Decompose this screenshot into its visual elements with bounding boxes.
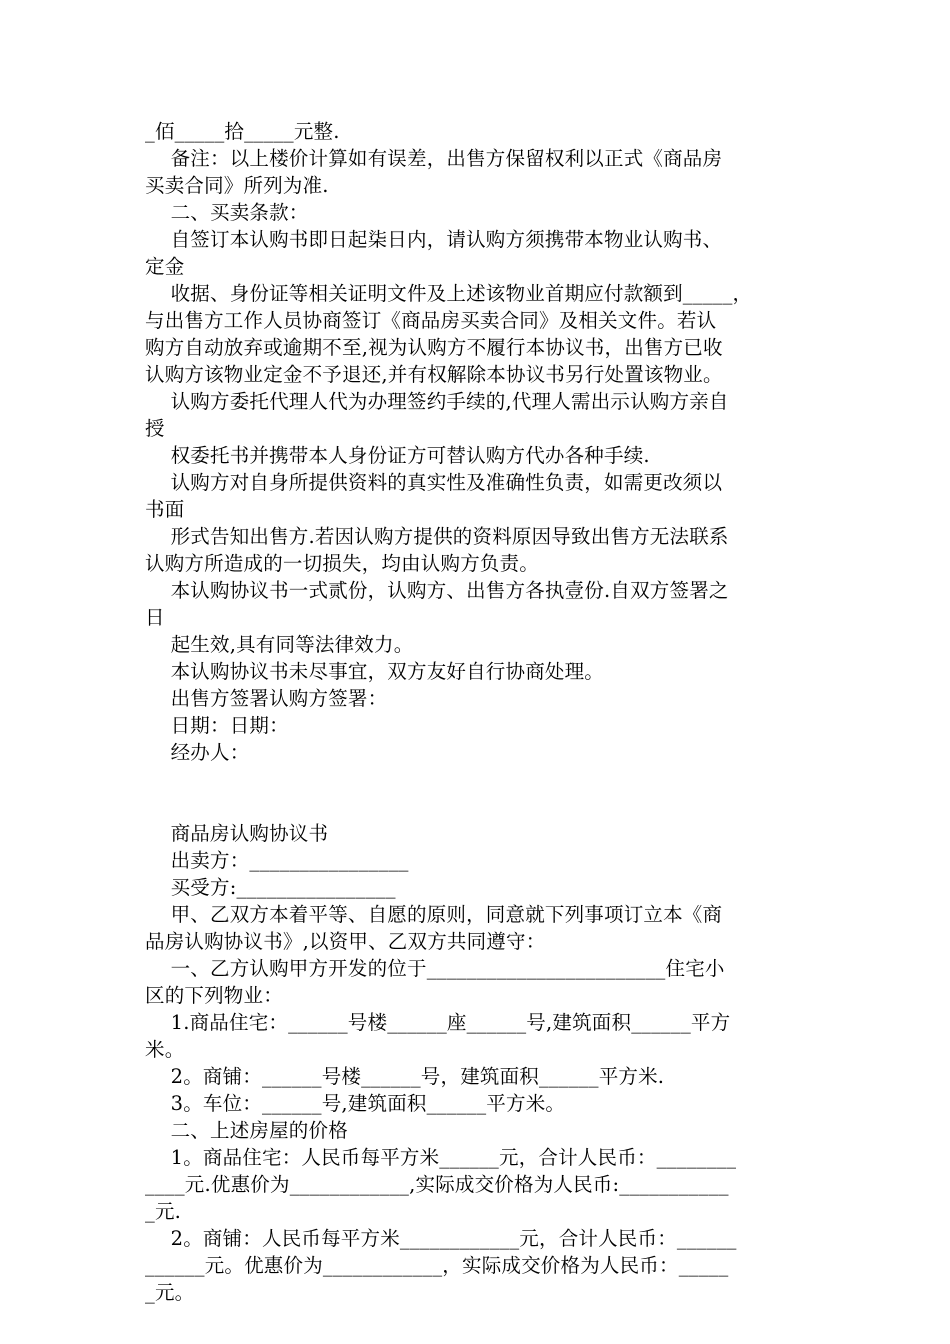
- text-line: 起生效,具有同等法律效力。: [145, 633, 414, 656]
- text-line: 形式告知出售方.若因认购方提供的资料原因导致出售方无法联系: [145, 525, 729, 548]
- text-line: 收据、身份证等相关证明文件及上述该物业首期应付款额到_____，: [145, 282, 753, 305]
- text-line: 2。商铺：______号楼______号，建筑面积______平方米.: [145, 1065, 665, 1088]
- section-gap: [145, 766, 810, 820]
- text-line: 米。: [145, 1038, 185, 1061]
- purchase-agreement-section: [145, 820, 810, 1306]
- text-line: 一、乙方认购甲方开发的位于________________________住宅小: [145, 957, 725, 980]
- text-line: 日: [145, 606, 165, 629]
- text-line: 自签订本认购书即日起柒日内，请认购方须携带本物业认购书、: [145, 228, 723, 251]
- text-line: 授: [145, 417, 165, 440]
- text-line: _元。: [145, 1281, 195, 1304]
- text-line: 买受方:________________: [145, 876, 396, 899]
- text-line: _元.: [145, 1200, 182, 1223]
- text-line: 甲、乙双方本着平等、自愿的原则，同意就下列事项订立本《商: [145, 903, 723, 926]
- text-line: 1.商品住宅：______号楼______座______号,建筑面积______平方: [145, 1011, 731, 1034]
- text-line: 认购方所造成的一切损失，均由认购方负责。: [145, 552, 540, 575]
- text-line: 2。商铺：人民币每平方米____________元，合计人民币：______: [145, 1227, 737, 1250]
- text-line: 定金: [145, 255, 185, 278]
- text-line: _佰_____拾_____元整.: [145, 120, 340, 143]
- text-line: 买卖合同》所列为准.: [145, 174, 329, 197]
- text-line: ____元.优惠价为____________,实际成交价格为人民币:___________: [145, 1173, 729, 1196]
- text-line: 二、买卖条款：: [145, 201, 309, 224]
- agreement-terms-section: [145, 118, 810, 766]
- text-line: 认购方该物业定金不予退还,并有权解除本协议书另行处置该物业。: [145, 363, 723, 386]
- text-line: 日期：日期：: [145, 714, 289, 737]
- text-line: 本认购协议书未尽事宜，双方友好自行协商处理。: [145, 660, 604, 683]
- text-line: 品房认购协议书》,以资甲、乙双方共同遵守：: [145, 930, 546, 953]
- text-line: 认购方委托代理人代为办理签约手续的,代理人需出示认购方亲自: [145, 390, 729, 413]
- text-line: 3。车位：______号,建筑面积______平方米。: [145, 1092, 566, 1115]
- text-line: 1。商品住宅：人民币每平方米______元，合计人民币：________: [145, 1146, 737, 1169]
- text-line: 权委托书并携带本人身份证方可替认购方代办各种手续.: [145, 444, 650, 467]
- text-line: ______元。优惠价为____________，实际成交价格为人民币：_____: [145, 1254, 729, 1277]
- text-line: 与出售方工作人员协商签订《商品房买卖合同》及相关文件。若认: [145, 309, 717, 332]
- text-line: 购方自动放弃或逾期不至,视为认购方不履行本协议书，出售方已收: [145, 336, 723, 359]
- text-line: 经办人：: [145, 741, 250, 764]
- text-line: 商品房认购协议书: [145, 822, 329, 845]
- text-line: 二、上述房屋的价格: [145, 1119, 348, 1142]
- document-page: [145, 118, 810, 1306]
- text-line: 出售方签署认购方签署：: [145, 687, 388, 710]
- text-line: 出卖方：________________: [145, 849, 409, 872]
- text-line: 书面: [145, 498, 185, 521]
- text-line: 认购方对自身所提供资料的真实性及准确性负责，如需更改须以: [145, 471, 723, 494]
- text-line: 备注：以上楼价计算如有误差，出售方保留权利以正式《商品房: [145, 147, 723, 170]
- text-line: 区的下列物业：: [145, 984, 283, 1007]
- text-line: 本认购协议书一式贰份，认购方、出售方各执壹份.自双方签署之: [145, 579, 729, 602]
